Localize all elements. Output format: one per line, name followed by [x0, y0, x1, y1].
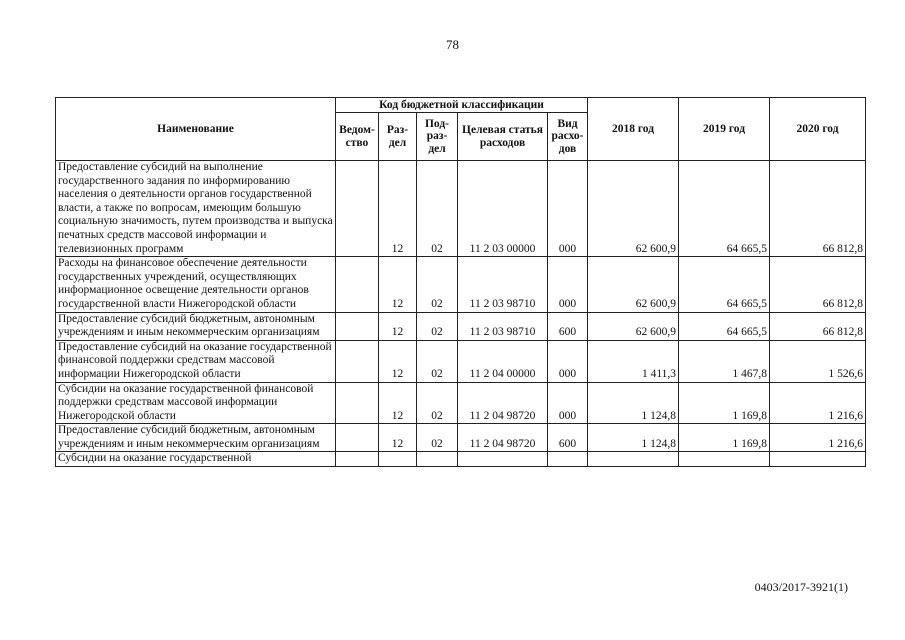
table-row — [56, 452, 866, 467]
row-podrazdel: 02 — [417, 424, 458, 452]
row-target-article: 11 2 03 98710 — [458, 257, 548, 312]
table-row — [56, 312, 866, 340]
row-razdel: 12 — [379, 382, 417, 424]
row-vedomstvo — [336, 312, 379, 340]
row-vedomstvo — [336, 257, 379, 312]
row-expense-type: 000 — [548, 382, 588, 424]
row-vedomstvo — [336, 452, 379, 467]
row-2019: 64 665,5 — [679, 257, 770, 312]
row-2020: 1 216,6 — [770, 424, 866, 452]
row-2018: 1 124,8 — [588, 382, 679, 424]
row-target-article: 11 2 03 00000 — [458, 161, 548, 257]
header-name: Наименование — [56, 98, 336, 161]
header-expense-type: Вид расхо-дов — [548, 113, 588, 161]
row-2020: 66 812,8 — [770, 161, 866, 257]
row-2018 — [588, 452, 679, 467]
table-row — [56, 340, 866, 382]
header-2020: 2020 год — [770, 98, 866, 161]
row-2019: 1 169,8 — [679, 424, 770, 452]
row-name: Предоставление субсидий на оказание государственной финансовой поддержки средствам массовой информации Нижегородской области — [56, 340, 336, 382]
row-2020: 1 216,6 — [770, 382, 866, 424]
header-classification-code: Код бюджетной классификации — [336, 98, 588, 113]
row-expense-type: 000 — [548, 340, 588, 382]
row-2019: 64 665,5 — [679, 312, 770, 340]
row-razdel: 12 — [379, 312, 417, 340]
row-expense-type: 600 — [548, 424, 588, 452]
row-target-article: 11 2 04 98720 — [458, 424, 548, 452]
row-2018: 62 600,9 — [588, 257, 679, 312]
table-row — [56, 161, 866, 257]
row-podrazdel: 02 — [417, 312, 458, 340]
row-2020: 66 812,8 — [770, 257, 866, 312]
row-target-article: 11 2 04 98720 — [458, 382, 548, 424]
row-expense-type: 600 — [548, 312, 588, 340]
row-name: Расходы на финансовое обеспечение деятельности государственных учреждений, осуществляющих информационное освещение деятельности органов государственной власти Нижегородской области — [56, 257, 336, 312]
table-row — [56, 257, 866, 312]
row-target-article — [458, 452, 548, 467]
row-2018: 1 124,8 — [588, 424, 679, 452]
row-vedomstvo — [336, 424, 379, 452]
row-2019: 1 467,8 — [679, 340, 770, 382]
header-target-article: Целевая статья расходов — [458, 113, 548, 161]
row-podrazdel — [417, 452, 458, 467]
row-name: Субсидии на оказание государственной финансовой поддержки средствам массовой информации Нижегородской области — [56, 382, 336, 424]
row-name: Предоставление субсидий на выполнение государственного задания по информированию населения о деятельности органов государственной власти, а также по вопросам, имеющим большую социальную значимость, путем производства и выпуска печатных средств массовой информации и телевизионных программ — [56, 161, 336, 257]
row-podrazdel: 02 — [417, 382, 458, 424]
row-2020: 66 812,8 — [770, 312, 866, 340]
document-code: 0403/2017-3921(1) — [754, 580, 848, 594]
row-target-article: 11 2 04 00000 — [458, 340, 548, 382]
row-vedomstvo — [336, 340, 379, 382]
row-razdel: 12 — [379, 161, 417, 257]
row-2018: 1 411,3 — [588, 340, 679, 382]
row-name: Предоставление субсидий бюджетным, автономным учреждениям и иным некоммерческим организациям — [56, 312, 336, 340]
row-2019 — [679, 452, 770, 467]
row-name: Субсидии на оказание государственной — [56, 452, 336, 467]
header-2019: 2019 год — [679, 98, 770, 161]
row-name: Предоставление субсидий бюджетным, автономным учреждениям и иным некоммерческим организациям — [56, 424, 336, 452]
table-row — [56, 424, 866, 452]
budget-table — [55, 97, 866, 467]
row-vedomstvo — [336, 161, 379, 257]
row-2020 — [770, 452, 866, 467]
row-2018: 62 600,9 — [588, 312, 679, 340]
row-2018: 62 600,9 — [588, 161, 679, 257]
row-target-article: 11 2 03 98710 — [458, 312, 548, 340]
row-2019: 1 169,8 — [679, 382, 770, 424]
row-razdel: 12 — [379, 424, 417, 452]
row-expense-type — [548, 452, 588, 467]
header-vedomstvo: Ведом-ство — [336, 113, 379, 161]
row-vedomstvo — [336, 382, 379, 424]
row-podrazdel: 02 — [417, 340, 458, 382]
row-2019: 64 665,5 — [679, 161, 770, 257]
row-podrazdel: 02 — [417, 161, 458, 257]
header-razdel: Раз-дел — [379, 113, 417, 161]
row-razdel — [379, 452, 417, 467]
table-row — [56, 382, 866, 424]
row-expense-type: 000 — [548, 257, 588, 312]
row-razdel: 12 — [379, 257, 417, 312]
header-2018: 2018 год — [588, 98, 679, 161]
row-razdel: 12 — [379, 340, 417, 382]
row-2020: 1 526,6 — [770, 340, 866, 382]
row-podrazdel: 02 — [417, 257, 458, 312]
row-expense-type: 000 — [548, 161, 588, 257]
page-number: 78 — [446, 37, 459, 52]
header-podrazdel: Под-раз-дел — [417, 113, 458, 161]
